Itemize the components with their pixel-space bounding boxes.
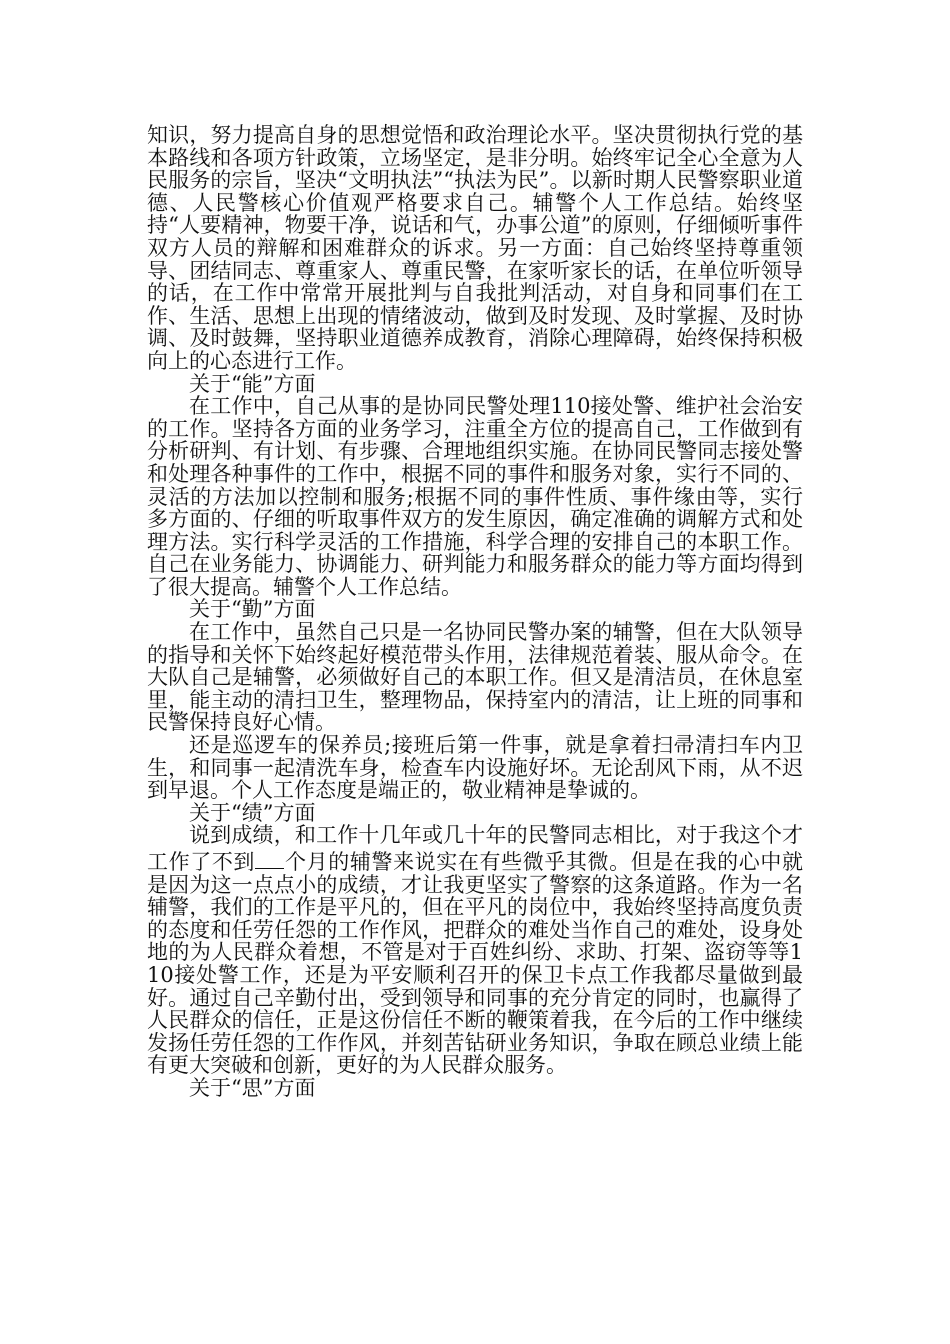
paragraph-political-thought: 知识，努力提高自身的思想觉悟和政治理论水平。坚决贯彻执行党的基本路线和各项方针政策，立场坚定，是非分明。始终牢记全心全意为人民服务的宗旨，坚决“文明执法”“执法为民”。以新时期人民警察职业道德、人民警核心价值观严格要求自己。辅警个人工作总结。始终坚持“人要精神，物要干净，说话和气，办事公道”的原则，仔细倾听事件双方人员的辩解和困难群众的诉求。另一方面：自己始终坚持尊重领导、团结同志、尊重家人、尊重民警，在家听家长的话，在单位听领导的话，在工作中常常开展批判与自我批判活动，对自身和同事们在工作、生活、思想上出现的情绪波动，做到及时发现、及时掌握、及时协调、及时鼓舞，坚持职业道德养成教育，消除心理障碍，始终保持积极向上的心态进行工作。 bbox=[147, 123, 803, 373]
section-heading-achievement: 关于“绩”方面 bbox=[189, 800, 316, 825]
paragraph-diligence: 在工作中，虽然自己只是一名协同民警办案的辅警，但在大队领导的指导和关怀下始终起好模范带头作用，法律规范着装、服从命令。在大队自己是辅警，必须做好自己的本职工作。但又是清洁员，在休息室里，能主动的清扫卫生，整理物品，保持室内的清洁，让上班的同事和民警保持良好心情。 bbox=[147, 620, 803, 735]
paragraph-achievement bbox=[147, 824, 803, 1077]
section-heading-diligence: 关于“勤”方面 bbox=[189, 597, 316, 622]
paragraph-patrol-car: 还是巡逻车的保养员;接班后第一件事，就是拿着扫帚清扫车内卫生，和同事一起清洗车身，检查车内设施好坏。无论刮风下雨，从不迟到早退。个人工作态度是端正的，敬业精神是挚诚的。 bbox=[147, 733, 803, 803]
achievement-text-end: 个月的辅警来说实在有些微乎其微。但是在我的心中就是因为这一点点小的成绩，才让我更坚实了警察的这条道路。作为一名辅警，我们的工作是平凡的，但在平凡的岗位中，我始终坚持高度负责的态度和任劳任怨的工作作风，把群众的难处当作自己的难处，设身处地的为人民群众着想，不管是对于百姓纠纷、求助、打架、盗窃等等110接处警工作，还是为平安顺利召开的保卫卡点工作我都尽量做到最好。通过自己辛勤付出，受到领导和同事的充分肯定的同时，也赢得了人民群众的信任，正是这份信任不断的鞭策着我，在今后的工作中继续发扬任劳任怨的工作作风，并刻苦钻研业务知识，争取在顾总业绩上能有更大突破和创新，更好的为人民群众服务。 bbox=[147, 850, 804, 1078]
achievement-text-start: 说到成绩，和工作十几年或几十年的民警同志相比，对于我这个才工作了不到 bbox=[147, 823, 803, 874]
section-heading-ability: 关于“能”方面 bbox=[189, 371, 316, 396]
fill-in-blank bbox=[255, 847, 284, 869]
section-heading-reflection: 关于“思”方面 bbox=[189, 1075, 316, 1100]
document-body bbox=[147, 124, 803, 1100]
paragraph-ability: 在工作中，自己从事的是协同民警处理110接处警、维护社会治安的工作。坚持各方面的业务学习，注重全方位的提高自己，工作做到有分析研判、有计划、有步骤、合理地组织实施。在协同民警同志接处警和处理各种事件的工作中，根据不同的事件和服务对象，实行不同的、灵活的方法加以控制和服务;根据不同的事件性质、事件缘由等，实行多方面的、仔细的听取事件双方的发生原因，确定准确的调解方式和处理方法。实行科学灵活的工作措施，科学合理的安排自己的本职工作。自己在业务能力、协调能力、研判能力和服务群众的能力等方面均得到了很大提高。辅警个人工作总结。 bbox=[147, 394, 803, 599]
